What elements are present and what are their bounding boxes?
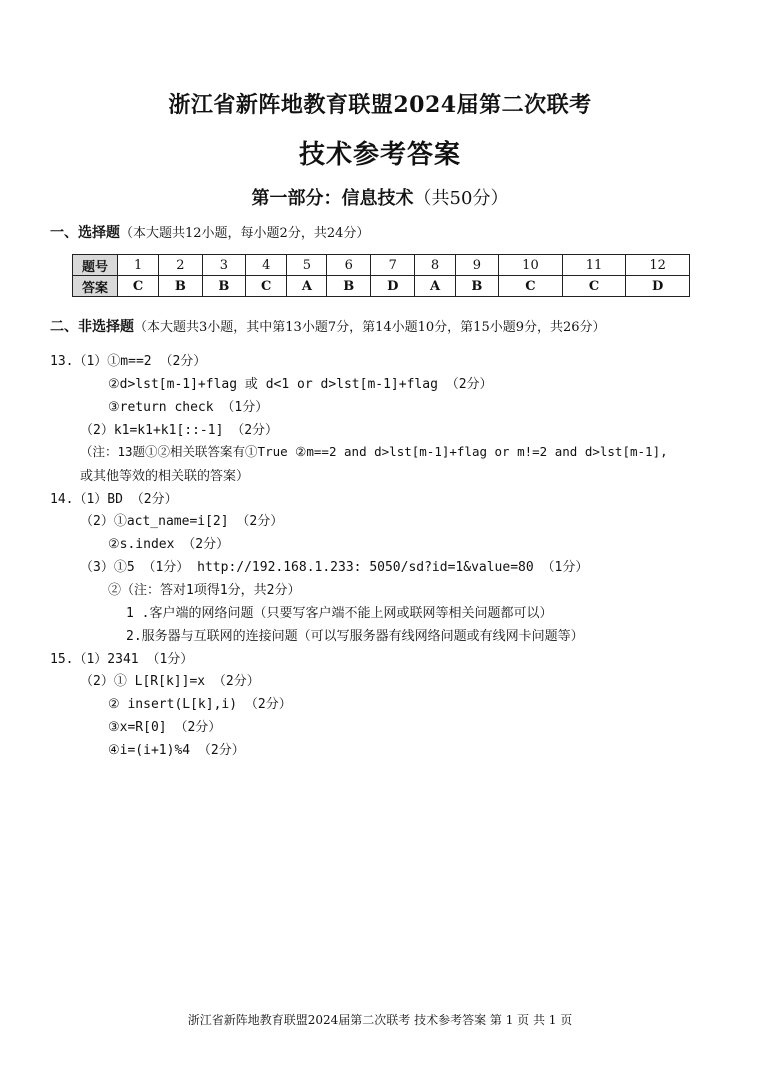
answer-line-15-1: 15.（1）2341 （1分） (50, 652, 194, 667)
answer-cell: B (455, 276, 498, 297)
answer-line-14-3: （3）①5 （1分） http://192.168.1.233: 5050/sd?id=1&value=80 （1分） (80, 560, 589, 575)
answer-table-answer-row (73, 276, 690, 297)
answer-line-15-2-4: ④i=(i+1)%4 （2分） (108, 743, 245, 758)
row-label-answer: 答案 (73, 276, 118, 297)
answer-line-14-3-2: ②（注：答对1项得1分，共2分） (108, 583, 301, 598)
section-1-heading (50, 222, 369, 242)
answer-line-14-2: （2）①act_name=i[2] （2分） (80, 514, 284, 529)
section-2-heading (50, 316, 606, 336)
section-2-note: （本大题共3小题，其中第13小题7分，第14小题10分，第15小题9分，共26分） (134, 320, 606, 335)
answer-cell: D (626, 276, 690, 297)
section-2-title: 二、非选择题 (50, 319, 134, 335)
answer-table-number-row (73, 255, 690, 276)
part-title (0, 184, 760, 210)
part-title-text: 第一部分：信息技术 (251, 188, 414, 209)
question-number: 11 (562, 255, 626, 276)
question-number: 6 (327, 255, 370, 276)
answer-line-13-1: 13.（1）①m==2 （2分） (50, 354, 207, 369)
answer-cell: B (202, 276, 245, 297)
answer-line-13-1-3: ③return check （1分） (108, 400, 269, 415)
question-number: 3 (202, 255, 245, 276)
answer-line-15-2: （2）① L[R[k]]=x （2分） (80, 674, 260, 689)
answer-line-13-note-cont: 或其他等效的相关联的答案） (80, 469, 250, 484)
answer-line-13-2: （2）k1=k1+k1[::-1] （2分） (80, 423, 279, 438)
answer-cell: D (370, 276, 415, 297)
answer-cell: A (415, 276, 455, 297)
answer-table (72, 254, 690, 297)
answer-line-15-2-3: ③x=R[0] （2分） (108, 720, 222, 735)
answer-line-13-1-2: ②d>lst[m-1]+flag 或 d<1 or d>lst[m-1]+flag （2分） (108, 377, 493, 392)
answer-line-13-note: （注：13题①②相关联答案有①True ②m==2 and d>lst[m-1]+flag or m!=2 and d>lst[m-1], (80, 444, 668, 459)
question-number: 7 (370, 255, 415, 276)
answer-cell: B (327, 276, 370, 297)
answer-line-14-2-2: ②s.index （2分） (108, 537, 230, 552)
page-footer: 浙江省新阵地教育联盟2024届第二次联考 技术参考答案 第 1 页 共 1 页 (187, 1013, 573, 1027)
answer-cell: C (246, 276, 287, 297)
section-1-title: 一、选择题 (50, 225, 120, 241)
answer-cell: B (159, 276, 202, 297)
question-number: 4 (246, 255, 287, 276)
answer-cell: C (499, 276, 563, 297)
answer-line-15-2-2: ② insert(L[k],i) （2分） (108, 697, 292, 712)
part-score: （共50分） (413, 188, 509, 209)
answer-cell: C (562, 276, 626, 297)
document-subtitle: 技术参考答案 (298, 140, 461, 170)
question-number: 9 (455, 255, 498, 276)
answer-line-14-1: 14.（1）BD （2分） (50, 492, 178, 507)
answer-line-14-3-item2: 2.服务器与互联网的连接问题（可以写服务器有线网络问题或有线网卡问题等） (126, 629, 584, 644)
section-1-note: （本大题共12小题，每小题2分，共24分） (120, 226, 370, 241)
question-number: 2 (159, 255, 202, 276)
document-title: 浙江省新阵地教育联盟2024届第二次联考 (168, 92, 592, 118)
answer-line-14-3-item1: 1 .客户端的网络问题（只要写客户端不能上网或联网等相关问题都可以） (126, 606, 553, 621)
question-number: 5 (287, 255, 327, 276)
answer-cell: C (118, 276, 159, 297)
row-label-number: 题号 (73, 255, 118, 276)
question-number: 10 (499, 255, 563, 276)
question-number: 8 (415, 255, 455, 276)
question-number: 12 (626, 255, 690, 276)
question-number: 1 (118, 255, 159, 276)
answer-cell: A (287, 276, 327, 297)
